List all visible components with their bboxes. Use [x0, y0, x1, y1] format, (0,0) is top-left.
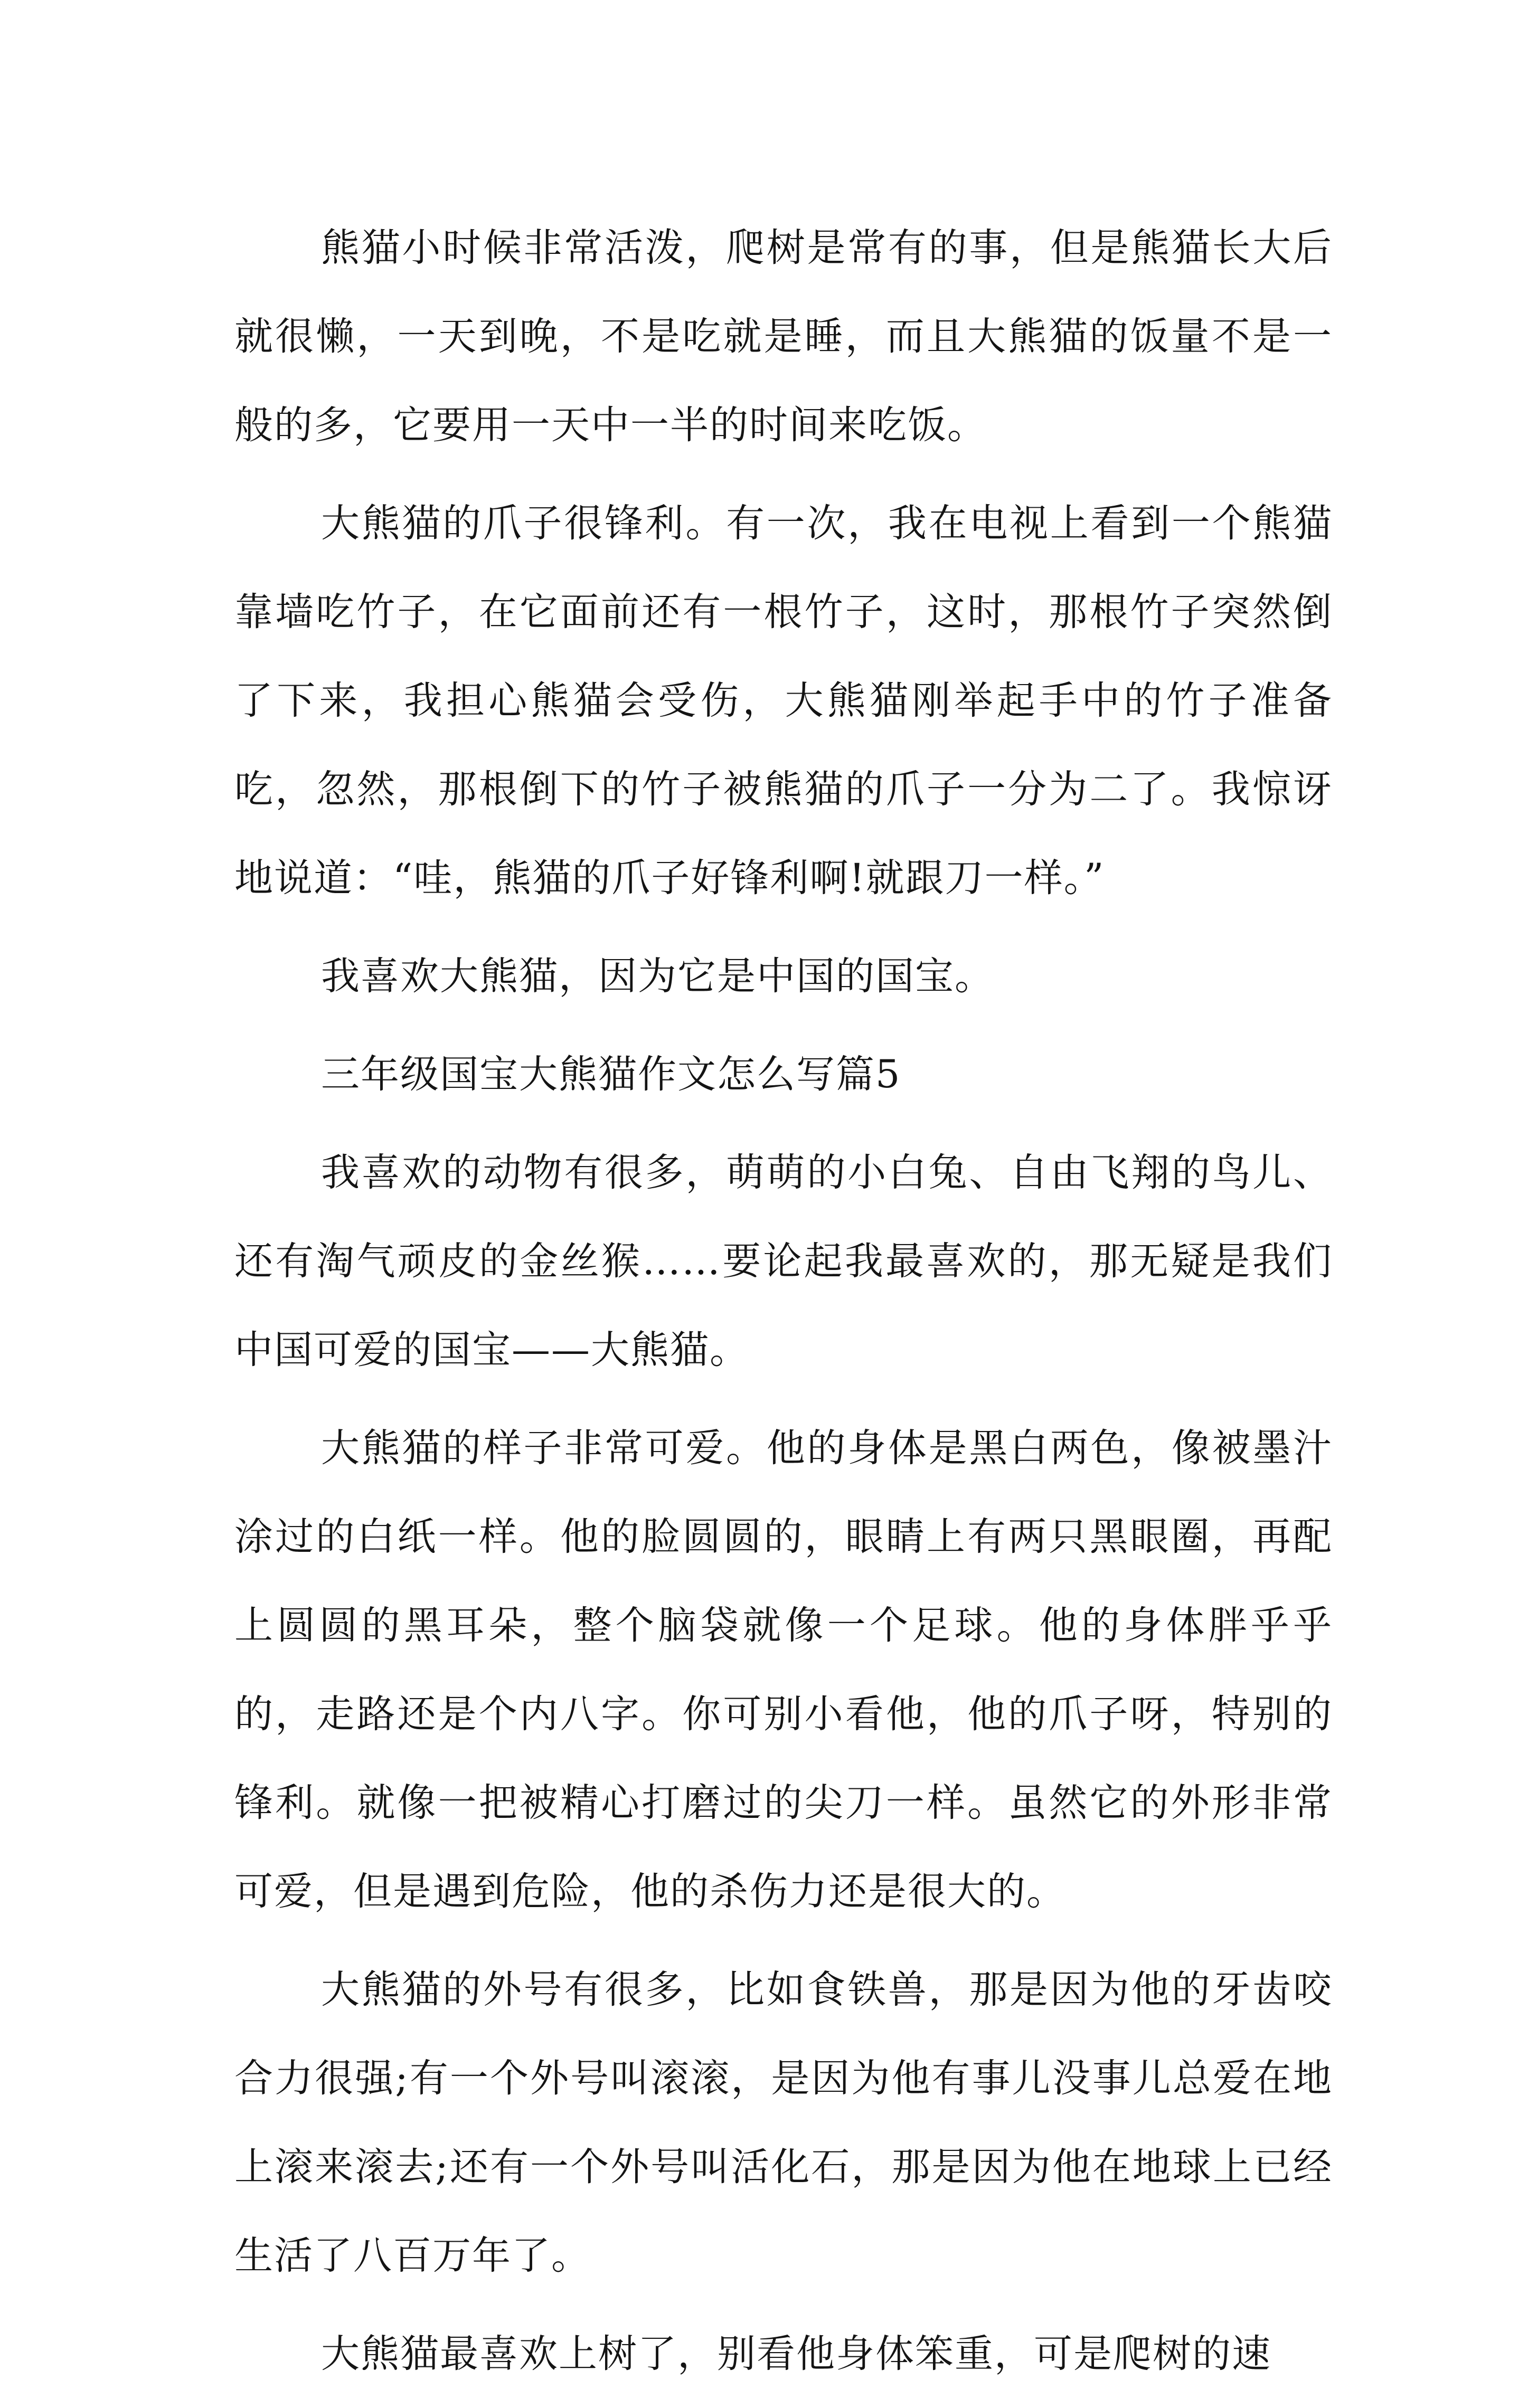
- section-heading: 三年级国宝大熊猫作文怎么写篇5: [321, 1052, 901, 1097]
- paragraph-panda-childhood: 熊猫小时候非常活泼，爬树是常有的事，但是熊猫长大后就很懒，一天到晚，不是吃就是睡，而且大熊猫的饭量不是一般的多，它要用一天中一半的时间来吃饭。: [234, 225, 1333, 448]
- paragraph-panda-claws: 大熊猫的爪子很锋利。有一次，我在电视上看到一个熊猫靠墙吃竹子，在它面前还有一根竹子，这时，那根竹子突然倒了下来，我担心熊猫会受伤，大熊猫刚举起手中的竹子准备吃，忽然，那根倒下的竹子被熊猫的爪子一分为二了。我惊讶地说道：“哇，熊猫的爪子好锋利啊!就跟刀一样。”: [234, 501, 1333, 900]
- document-body: [234, 204, 1333, 2408]
- paragraph-panda-appearance: 大熊猫的样子非常可爱。他的身体是黑白两色，像被墨汁涂过的白纸一样。他的脸圆圆的，眼睛上有两只黑眼圈，再配上圆圆的黑耳朵，整个脑袋就像一个足球。他的身体胖乎乎的，走路还是个内八字。你可别小看他，他的爪子呀，特别的锋利。就像一把被精心打磨过的尖刀一样。虽然它的外形非常可爱，但是遇到危险，他的杀伤力还是很大的。: [234, 1426, 1333, 1914]
- paragraph-panda-climbing: 大熊猫最喜欢上树了，别看他身体笨重，可是爬树的速: [321, 2331, 1271, 2376]
- paragraph-panda-nicknames: 大熊猫的外号有很多，比如食铁兽，那是因为他的牙齿咬合力很强;有一个外号叫滚滚，是因为他有事儿没事儿总爱在地上滚来滚去;还有一个外号叫活化石，那是因为他在地球上已经生活了八百万年了。: [234, 1967, 1333, 2278]
- paragraph-favorite-animals: 我喜欢的动物有很多，萌萌的小白兔、自由飞翔的鸟儿、还有淘气顽皮的金丝猴……要论起我最喜欢的，那无疑是我们中国可爱的国宝——大熊猫。: [234, 1150, 1333, 1372]
- paragraph-national-treasure: 我喜欢大熊猫，因为它是中国的国宝。: [321, 954, 994, 999]
